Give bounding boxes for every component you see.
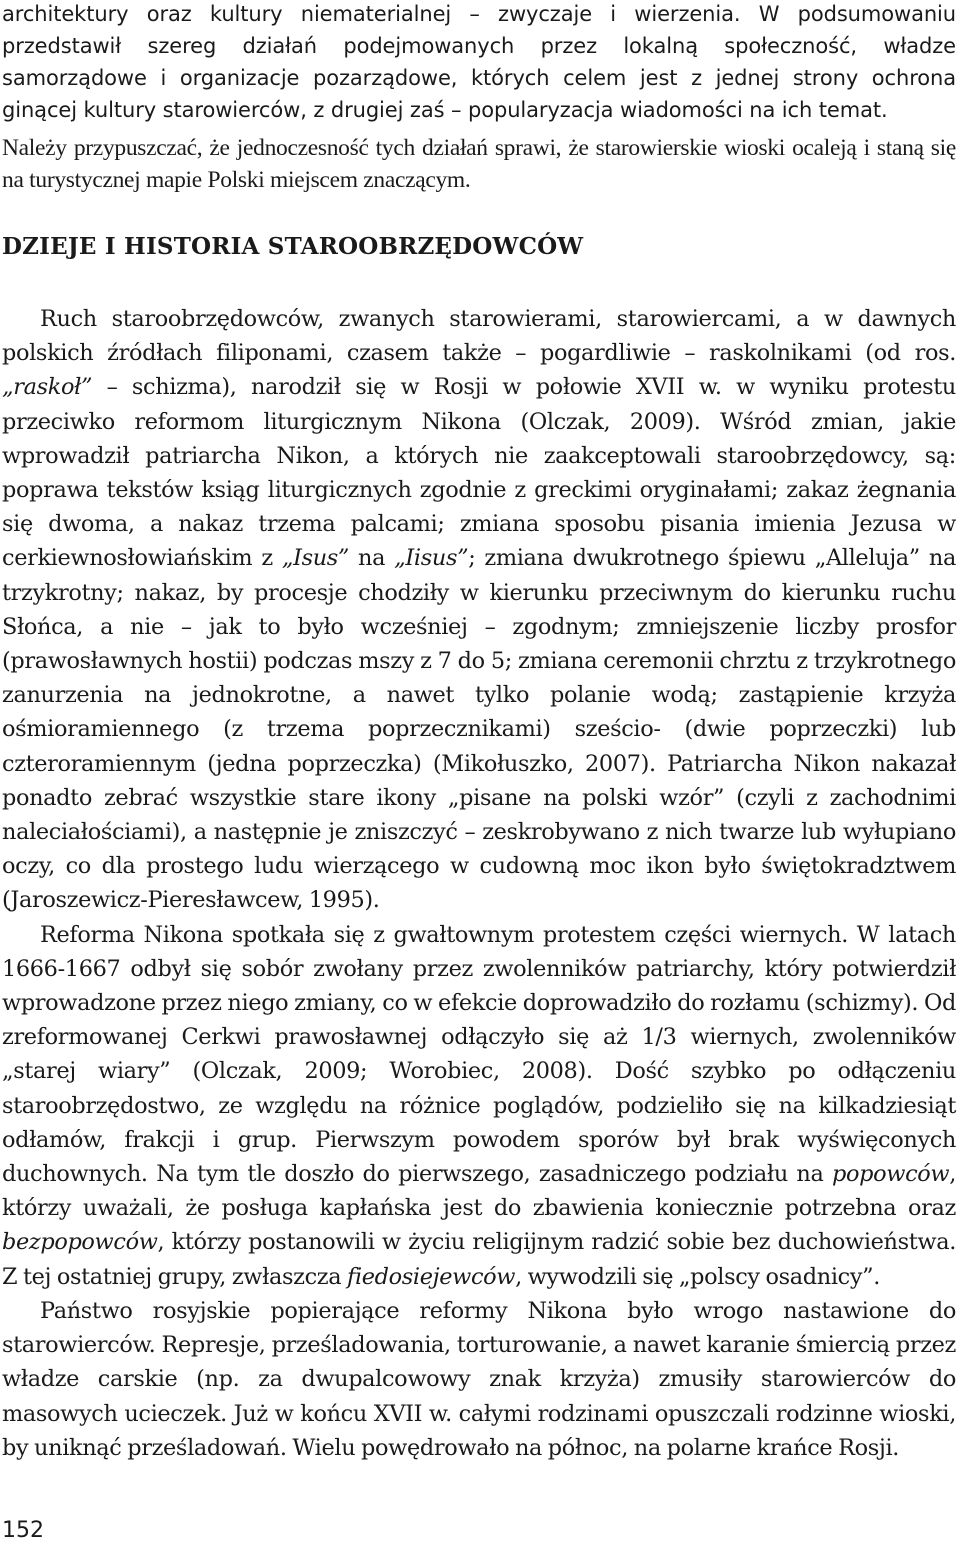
italic-term-raskol: „raskoł” (2, 374, 93, 401)
text-run: na (349, 545, 395, 572)
intro-paragraph-1: architektury oraz kultury niematerialnej – zwyczaje i wierzenia. W podsumowaniu przedstawił szereg działań podejmowanych przez lokalną społeczność, władze samorządowe i organizacje pozarządowe, których celem jest z jednej strony ochrona ginącej kultury starowierców, z drugiej zaś – popularyzacja wiadomości na ich temat. (2, 2, 956, 122)
body-paragraph-3: Państwo rosyjskie popierające reformy Nikona było wrogo nastawione do starowierców. Represje, prześladowania, torturowanie, a nawet karanie śmiercią przez władze carskie (np. za dwupalcowowy znak krzyża) zmusiły starowierców do masowych ucieczek. Już w końcu XVII w. całymi rodzinami opuszczali rodzinne wioski, by uniknąć prześladowań. Wielu powędrowało na północ, na polarne krańce Rosji. (2, 1297, 956, 1461)
text-run: Reforma Nikona spotkała się z gwałtownym protestem części wiernych. W latach 1666-1667 odbył się sobór zwołany przez zwolenników patriarchy, który potwierdził wprowadzone przez niego zmiany, co w efekcie doprowadziło do rozłamu (schizmy). Od zreformowanej Cerkwi prawosławnej odłączyło się aż 1/3 wiernych, zwolenników „starej wiary” (Olczak, 2009; Worobiec, 2008). Dość szybko po odłączeniu staroobrzędostwo, ze względu na różnice poglądów, podzieliło się na kilkadziesiąt odłamów, frakcji i grup. Pierwszym powodem sporów był brak wyświęconych duchownych. Na tym tle doszło do pierwszego, zasadniczego podziału na (2, 921, 956, 1188)
text-run: , wywodzili się „polscy osadnicy”. (515, 1263, 880, 1290)
page-number: 152 (2, 1518, 44, 1543)
text-run: Ruch staroobrzędowców, zwanych starowierami, starowiercami, a w dawnych polskich źródłach filiponami, czasem także – pogardliwie – raskolnikami (od ros. (2, 306, 956, 367)
body-paragraph-1 (2, 302, 956, 918)
intro-paragraph-2: Należy przypuszczać, że jednoczesność tych działań sprawi, że starowierskie wioski ocaleją i staną się na turystycznej mapie Polski miejscem znaczącym. (2, 135, 956, 193)
text-run: , którzy uważali, że posługa kapłańska jest do zbawienia koniecznie potrzebna oraz (2, 1161, 956, 1222)
text-run: , którzy postanowili w życiu religijnym radzić sobie bez duchowieństwa. Z tej ostatniej grupy, zwłaszcza (2, 1229, 956, 1290)
section-body (2, 302, 956, 1465)
italic-term-popowcow: popowców (832, 1161, 950, 1188)
text-run: – schizma), narodził się w Rosji w połowie XVII w. w wyniku protestu przeciwko reformom liturgicznym Nikona (Olczak, 2009). Wśród zmian, jakie wprowadził patriarcha Nikon, a których nie zaakceptowali staroobrzędowcy, są: poprawa tekstów ksiąg liturgicznych zgodnie z greckimi oryginałami; zakaz żegnania się dwoma, a nakaz trzema palcami; zmiana sposobu pisania imienia Jezusa w cerkiewnosłowiańskim z (2, 374, 956, 572)
section-heading: DZIEJE I HISTORIA STAROOBRZĘDOWCÓW (2, 233, 584, 260)
body-paragraph-2 (2, 918, 956, 1294)
italic-term-iisus: „Iisus” (394, 545, 469, 572)
text-run: ; zmiana dwukrotnego śpiewu „Alleluja” na trzykrotny; nakaz, by procesje chodziły w kierunku przeciwnym do kierunku ruchu Słońca, a nie – jak to było wcześniej – zgodnym; zmniejszenie liczby prosfor (prawosławnych hostii) podczas mszy z 7 do 5; zmiana ceremonii chrztu z trzykrotnego zanurzenia na jednokrotne, a nawet tylko polanie wodą; zastąpienie krzyża ośmioramiennego (z trzema poprzecznikami) sześcio- (dwie poprzeczki) lub czteroramiennym (jedna poprzeczka) (Mikołuszko, 2007). Patriarcha Nikon nakazał ponadto zebrać wszystkie stare ikony „pisane na polski wzór” (czyli z zachodnimi naleciałościami), a następnie je zniszczyć – zeskrobywano z nich twarze lub wyłupiano oczy, co dla prostego ludu wierzącego w cudowną moc ikon było świętokradztwem (Jaroszewicz-Pieresławcew, 1995). (2, 545, 956, 914)
italic-term-isus: „Isus” (281, 545, 350, 572)
italic-term-fiedosiejewcow: fiedosiejewców (347, 1263, 516, 1290)
italic-term-bezpopowcow: bezpopowców (2, 1229, 158, 1256)
